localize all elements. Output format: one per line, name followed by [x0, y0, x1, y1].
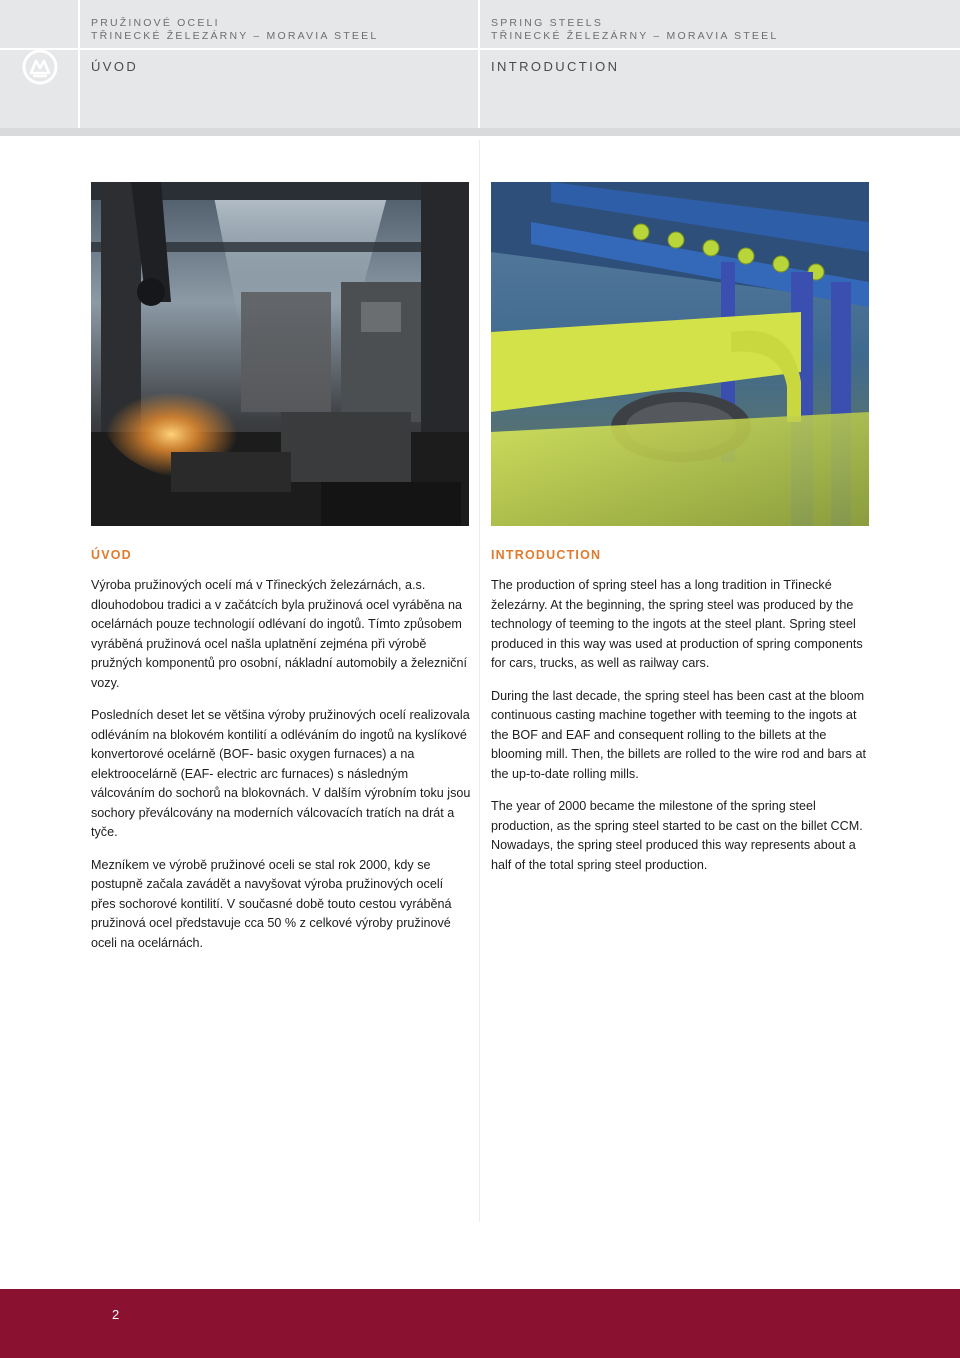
company-logo-icon: [22, 49, 58, 85]
left-column-czech: [91, 548, 471, 966]
page-header: [0, 0, 960, 136]
header-series-title: SPRING STEELS: [491, 17, 604, 29]
body-paragraph: Posledních deset let se většina výroby pružinových ocelí realizovala odléváním na blokovém kontilití a odléváním do ingotů na kyslíkové konvertorové ocelárně (BOF- basic oxygen furnaces) a na elektroocelárně (EAF- electric arc furnaces) s následným válcováním do sochorů na blokovnách. V dalším výrobním toku jsou sochory převálcovány na moderních válcovacích tratích na drát a tyče.: [91, 708, 471, 839]
header-series-title: PRUŽINOVÉ OCELI: [91, 17, 220, 29]
body-paragraph: During the last decade, the spring steel has been cast at the bloom continuous casting machine together with teeming to the ingots at the BOF and EAF and consequent rolling to the billets at the blooming mill. Then, the billets are rolled to the wire rod and bars at the up-to-date rolling mills.: [491, 688, 866, 781]
right-column-english: [491, 548, 871, 888]
header-divider: [78, 0, 80, 136]
header-divider: [0, 48, 960, 50]
header-section-title: INTRODUCTION: [491, 59, 620, 74]
header-company-name: TŘINECKÉ ŽELEZÁRNY – MORAVIA STEEL: [91, 30, 379, 42]
header-divider: [478, 0, 480, 136]
page-number: 2: [112, 1307, 120, 1322]
body-paragraph: The production of spring steel has a long tradition in Třinecké železárny. At the beginning, the spring steel was produced by the technology of teeming to the ingots at the steel plant. Spring steel produced in this way was used at production of spring components for cars, trucks, as well as railway cars.: [491, 578, 863, 670]
page-footer: [0, 1289, 960, 1358]
rolling-mill-photo: [491, 182, 869, 526]
header-section-title: ÚVOD: [91, 59, 139, 74]
body-paragraph: Výroba pružinových ocelí má v Třineckých železárnách, a.s. dlouhodobou tradici a v začátcích byla pružinová ocel vyráběna na ocelárnách pouze technologií odlévaní do ingotů. Tímto způsobem vyráběná pružinová ocel našla uplatnění zejména při výrobě pružných komponentů pro osobní, nákladní automobily a železniční vozy.: [91, 578, 467, 690]
steel-plant-photo: [91, 182, 469, 526]
header-company-name: TŘINECKÉ ŽELEZÁRNY – MORAVIA STEEL: [491, 30, 779, 42]
section-heading: ÚVOD: [91, 548, 132, 562]
body-paragraph: Mezníkem ve výrobě pružinové oceli se stal rok 2000, kdy se postupně začala zavádět a navyšovat výroba pružinových ocelí přes sochorové kontilití. V současné době touto cestou vyráběná pružinová ocel představuje cca 50 % z celkové výroby pružinové oceli na ocelárnách.: [91, 857, 452, 950]
body-paragraph: The year of 2000 became the milestone of the spring steel production, as the spring steel started to be cast on the billet CCM. Nowadays, the spring steel produced this way represents about a half of the total spring steel production.: [491, 799, 863, 872]
header-bottom-band: [0, 128, 960, 136]
column-divider: [479, 140, 480, 1222]
section-heading: INTRODUCTION: [491, 548, 602, 562]
